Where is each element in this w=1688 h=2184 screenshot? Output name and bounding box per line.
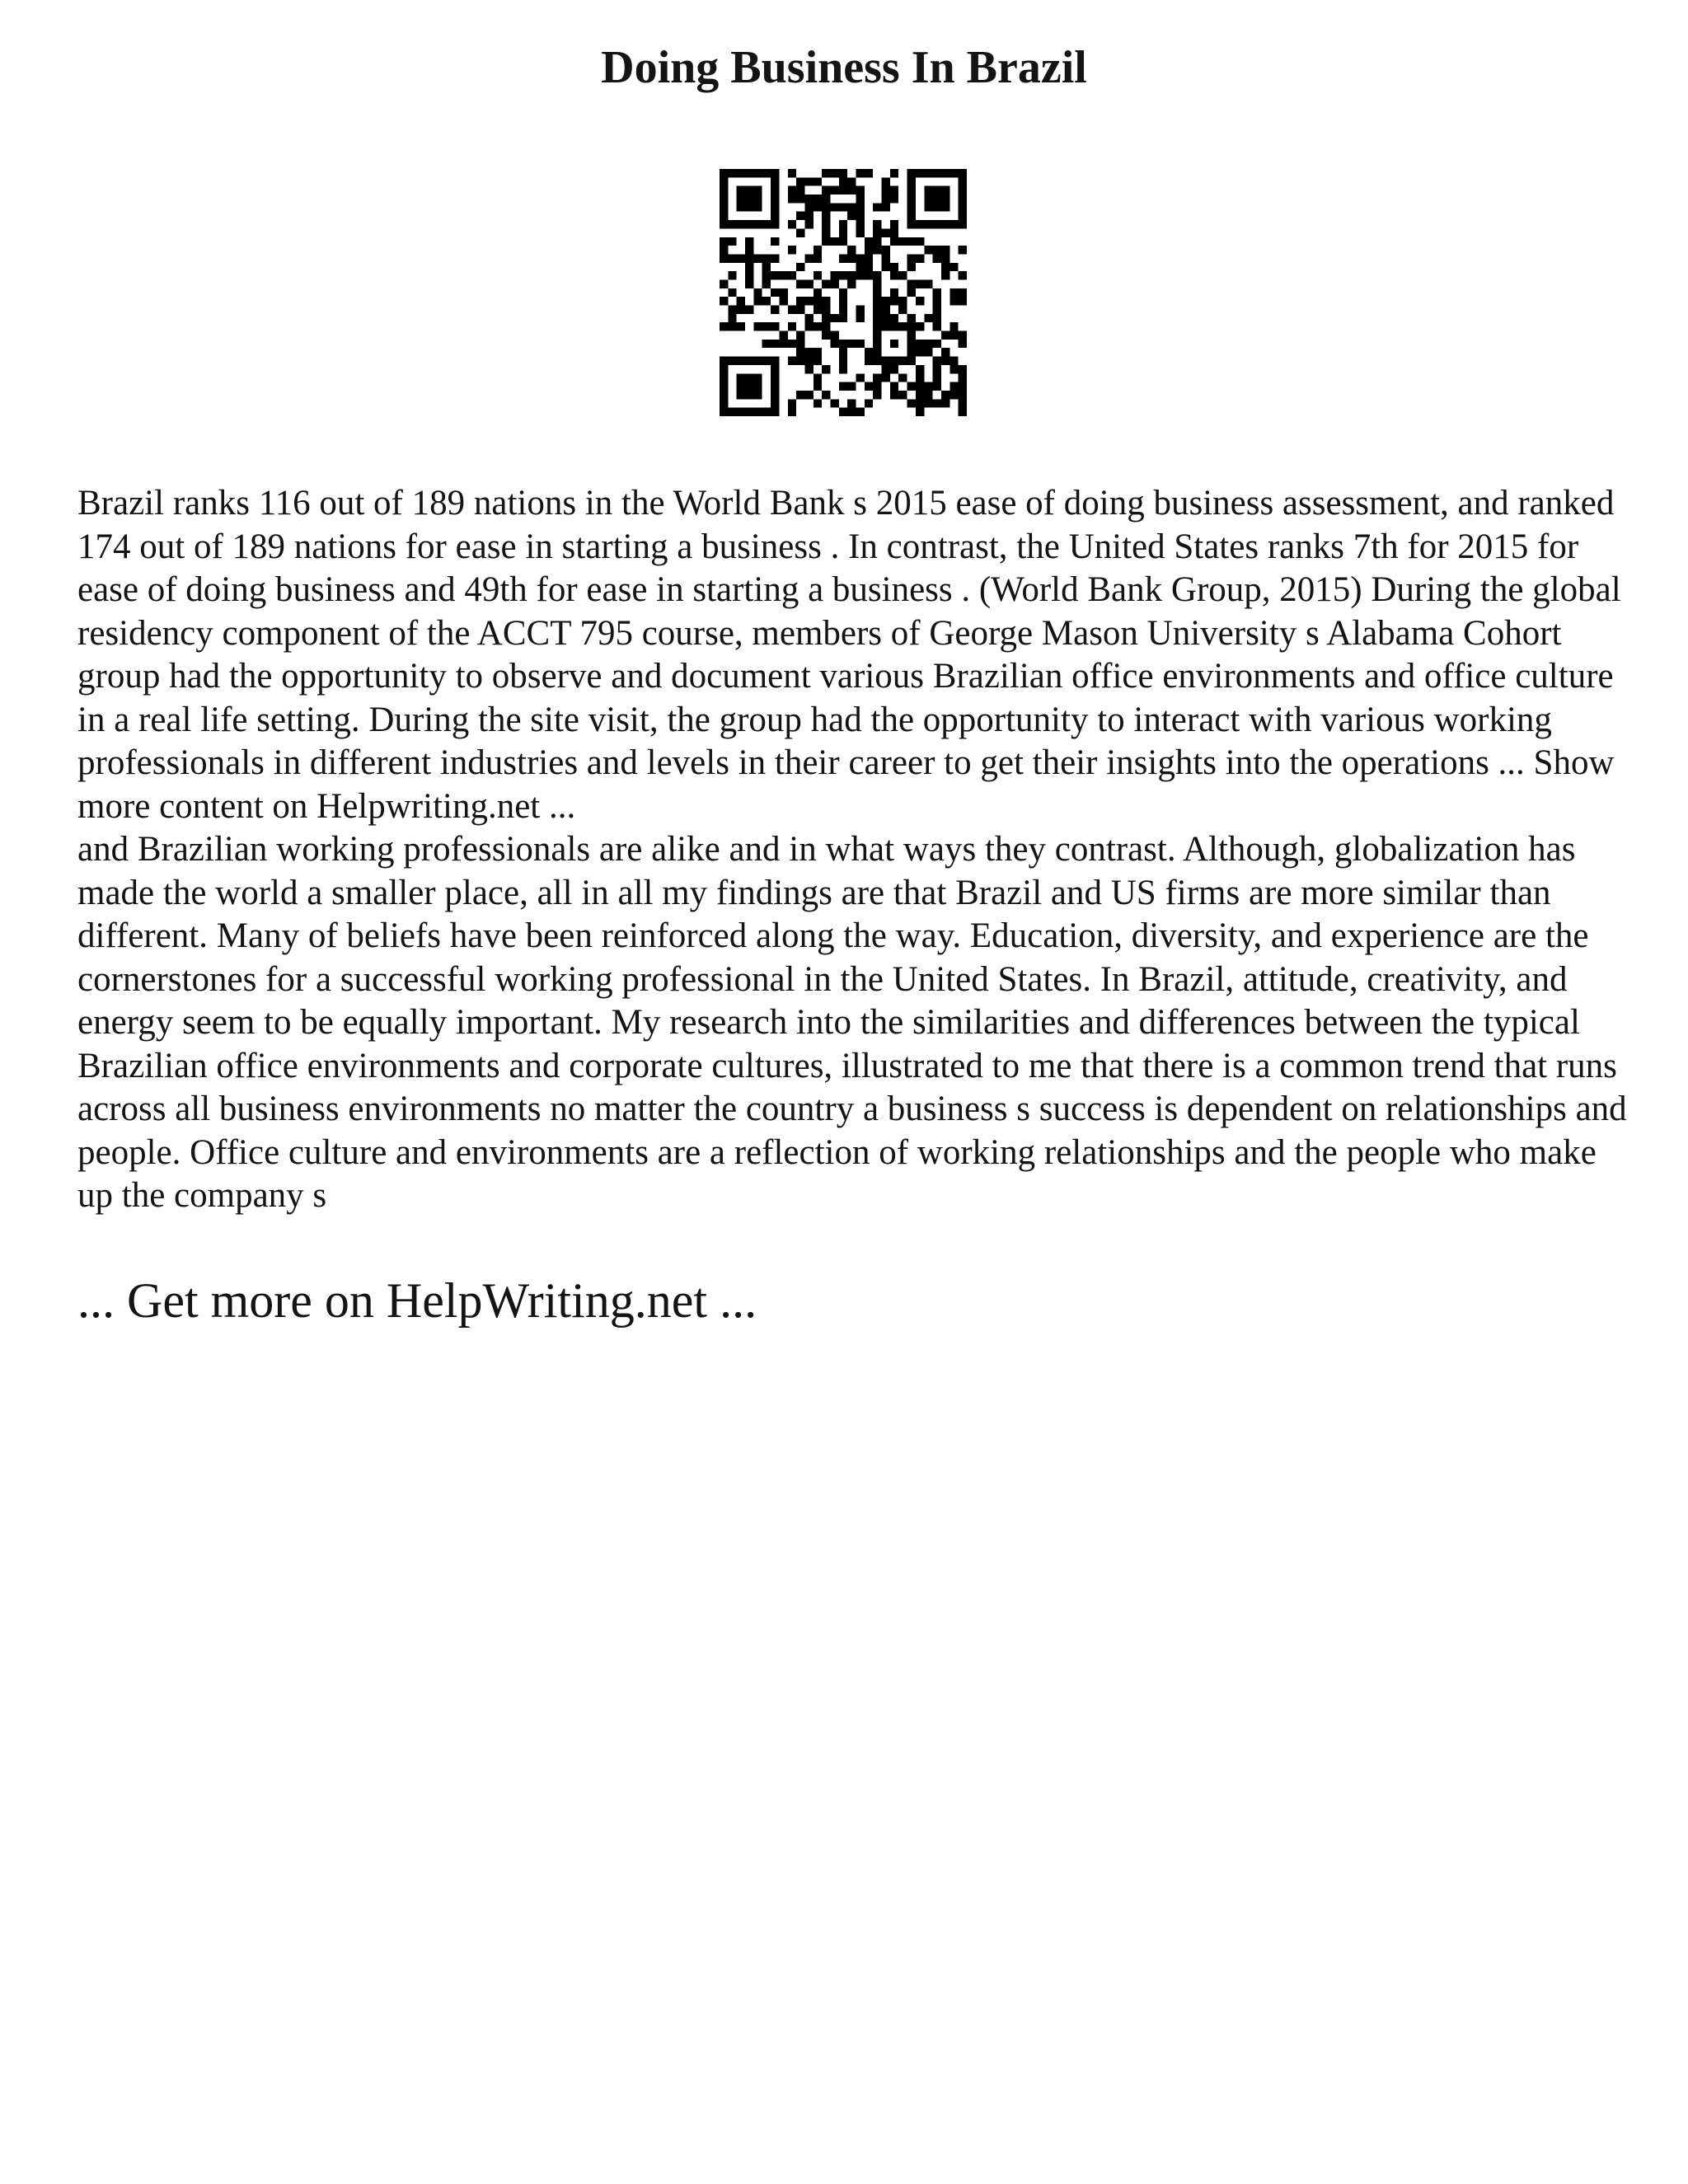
paragraph: and Brazilian working professionals are alike and in what ways they contrast. Although, globalization has made the world a smaller place, all in all my findings are that Brazil and US firms are more similar than different. Many of beliefs have been reinforced along the way. Education, diversity, and experience are the cornerstones for a successful working professional in the United States. In Brazil, attitude, creativity, and energy seem to be equally important. My research into the similarities and differences between the typical Brazilian office environments and corporate cultures, illustrated to me that there is a common trend that runs across all business environments no matter the country a business s success is dependent on relationships and people. Office culture and environments are a reflection of working relationships and the people who make up the company s bbox=[77, 830, 1627, 1215]
qr-code bbox=[720, 169, 967, 416]
article-body bbox=[77, 482, 1627, 1218]
paragraph: Brazil ranks 116 out of 189 nations in the World Bank s 2015 ease of doing business assessment, and ranked 174 out of 189 nations for ease in starting a business . In contrast, the United States ranks 7th for 2015 for ease of doing business and 49th for ease in starting a business . (World Bank Group, 2015) During the global residency component of the ACCT 795 course, members of George Mason University s Alabama Cohort group had the opportunity to observe and document various Brazilian office environments and office culture in a real life setting. During the site visit, the group had the opportunity to interact with various working professionals in different industries and levels in their career to get their insights into the operations ... Show more content on Helpwriting.net ... bbox=[77, 484, 1621, 826]
get-more-link[interactable]: ... Get more on HelpWriting.net ... bbox=[77, 1273, 757, 1328]
page-title: Doing Business In Brazil bbox=[601, 42, 1087, 93]
